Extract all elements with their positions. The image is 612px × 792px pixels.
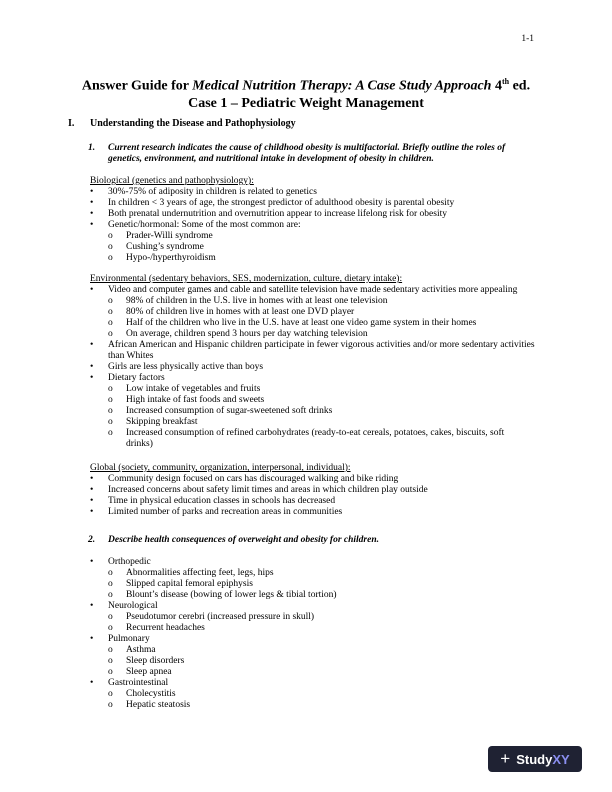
list-item: • Increased concerns about safety limit times and areas in which children play outside bbox=[90, 485, 550, 496]
case-title: Case 1 – Pediatric Weight Management bbox=[188, 95, 424, 111]
page-title bbox=[0, 73, 612, 112]
consequences-block bbox=[90, 557, 550, 711]
list-item: • Gastrointestinal bbox=[90, 678, 550, 689]
list-item: • African American and Hispanic children participate in fewer vigorous activities and/or more sedentary activities than Whites bbox=[90, 340, 550, 362]
list-item: • Girls are less physically active than boys bbox=[90, 362, 550, 373]
list-item: • Community design focused on cars has discouraged walking and bike riding bbox=[90, 474, 550, 485]
page-number: 1-1 bbox=[521, 34, 534, 44]
list-item: • Neurological bbox=[90, 601, 550, 612]
list-item: • Video and computer games and cable and satellite television have made sedentary activities more appealing bbox=[90, 285, 550, 296]
list-item: • Both prenatal undernutrition and overnutrition appear to increase lifelong risk for obesity bbox=[90, 209, 550, 220]
list-item: o Increased consumption of sugar-sweetened soft drinks bbox=[90, 406, 550, 417]
list-item: o Hepatic steatosis bbox=[90, 700, 550, 711]
title-line-1: Answer Guide for Medical Nutrition Therapy: A Case Study Approach 4th ed. bbox=[81, 77, 531, 94]
question-1: 1. Current research indicates the cause of childhood obesity is multifactorial. Briefly outline the roles of genetics, environment, and nutritional intake in development of obesity in children. bbox=[88, 143, 506, 164]
section-heading: I. Understanding the Disease and Pathophysiology bbox=[68, 118, 296, 129]
list-item: • Time in physical education classes in schools has decreased bbox=[90, 496, 550, 507]
environmental-block bbox=[90, 274, 550, 450]
list-item: o 80% of children live in homes with at least one DVD player bbox=[90, 307, 550, 318]
list-item: • Limited number of parks and recreation areas in communities bbox=[90, 507, 550, 518]
list-item: o Cushing’s syndrome bbox=[90, 242, 550, 253]
list-item: o Slipped capital femoral epiphysis bbox=[90, 579, 550, 590]
list-item: o Hypo-/hyperthyroidism bbox=[90, 253, 550, 264]
question-2: 2. Describe health consequences of overweight and obesity for children. bbox=[88, 535, 379, 545]
list-item: o 98% of children in the U.S. live in homes with at least one television bbox=[90, 296, 550, 307]
list-item: o Low intake of vegetables and fruits bbox=[90, 384, 550, 395]
list-item: o Sleep apnea bbox=[90, 667, 550, 678]
list-item: o Recurrent headaches bbox=[90, 623, 550, 634]
list-item: o Asthma bbox=[90, 645, 550, 656]
list-item: • Pulmonary bbox=[90, 634, 550, 645]
list-item: • In children < 3 years of age, the strongest predictor of adulthood obesity is parental obesity bbox=[90, 198, 550, 209]
biological-block bbox=[90, 176, 550, 264]
list-item: • Genetic/hormonal: Some of the most common are: bbox=[90, 220, 550, 231]
plus-icon: + bbox=[500, 749, 511, 768]
list-item: o Skipping breakfast bbox=[90, 417, 550, 428]
global-block bbox=[90, 463, 550, 518]
list-item: o Half of the children who live in the U.S. have at least one video game system in their homes bbox=[90, 318, 550, 329]
list-item: o Cholecystitis bbox=[90, 689, 550, 700]
list-item: o Sleep disorders bbox=[90, 656, 550, 667]
list-item: o Blount’s disease (bowing of lower legs & tibial tortion) bbox=[90, 590, 550, 601]
list-item: o Increased consumption of refined carbohydrates (ready-to-eat cereals, potatoes, cakes, biscuits, soft drinks) bbox=[90, 428, 550, 450]
list-item: o Prader-Willi syndrome bbox=[90, 231, 550, 242]
list-item: o Pseudotumor cerebri (increased pressure in skull) bbox=[90, 612, 550, 623]
biological-heading: Biological (genetics and pathophysiology): bbox=[90, 176, 254, 186]
list-item: o High intake of fast foods and sweets bbox=[90, 395, 550, 406]
environmental-heading: Environmental (sedentary behaviors, SES, modernization, culture, dietary intake): bbox=[90, 274, 403, 284]
list-item: • 30%-75% of adiposity in children is related to genetics bbox=[90, 187, 550, 198]
list-item: o Abnormalities affecting feet, legs, hips bbox=[90, 568, 550, 579]
list-item: • Dietary factors bbox=[90, 373, 550, 384]
list-item: • Orthopedic bbox=[90, 557, 550, 568]
list-item: o On average, children spend 3 hours per day watching television bbox=[90, 329, 550, 340]
global-heading: Global (society, community, organization, interpersonal, individual): bbox=[90, 463, 351, 473]
studyxy-logo: + Study XY bbox=[488, 746, 582, 772]
